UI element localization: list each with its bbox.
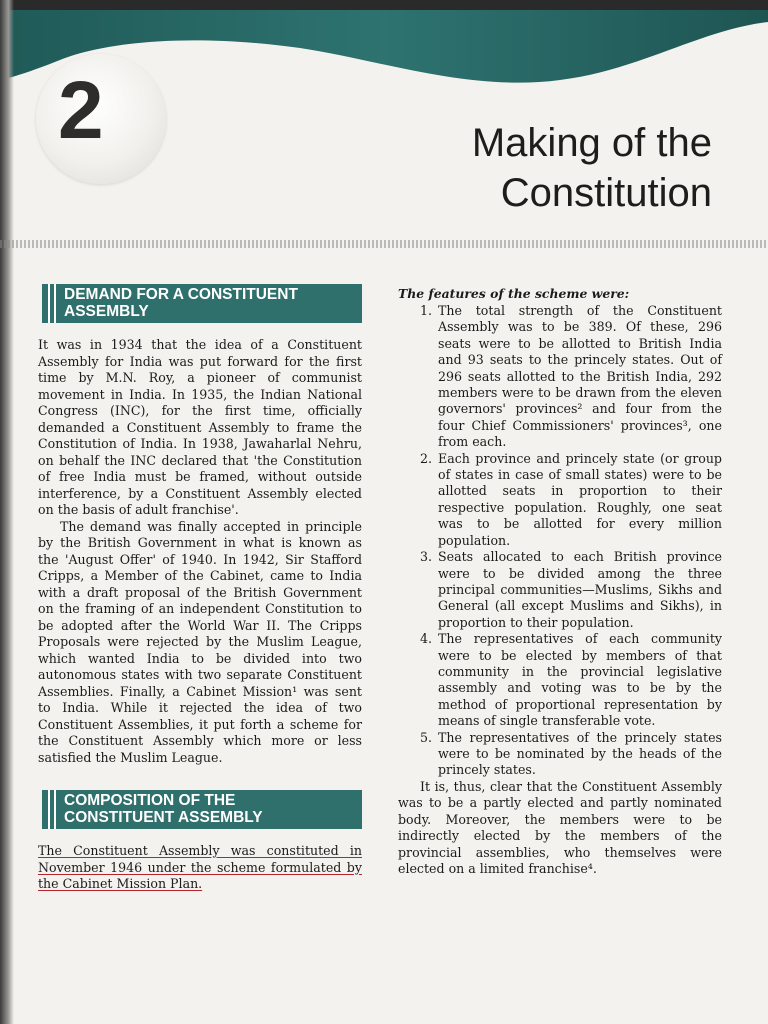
feature-item-5: 5. The representatives of the princely states were to be nominated by the heads of the princely states. <box>436 730 722 779</box>
chapter-title-line1: Making of the <box>471 121 712 165</box>
page-binding-shadow <box>0 0 14 1024</box>
paragraph-demand-1: It was in 1934 that the idea of a Constituent Assembly for India was put forward for the first time by M.N. Roy, a pioneer of communist movement in India. In 1935, the Indian National Congress (INC), for the first time, officially demanded a Constituent Assembly to frame the Constitution of India. In 1938, Jawaharlal Nehru, on behalf the INC declared that 'the Constitution of free India must be framed, without outside interference, by a Constituent Assembly elected on the basis of adult franchise'. <box>38 337 362 517</box>
dotted-divider <box>0 240 768 248</box>
features-label: The features of the scheme were: <box>398 286 630 301</box>
feature-item-1: 1. The total strength of the Constituent Assembly was to be 389. Of these, 296 seats were to be allotted to British India and 93 seats to the princely states. Out of 296 seats allotted to the British India, 292 members were to be drawn from the eleven governors' provinces² and four from the four Chief Commissioners' provinces³, one from each. <box>436 303 722 451</box>
paragraph-demand-2: The demand was finally accepted in principle by the British Government in what is known as the 'August Offer' of 1940. In 1942, Sir Stafford Cripps, a Member of the Cabinet, came to India with a draft proposal of the British Government on the framing of an independent Constitution to be adopted after the World War II. The Cripps Proposals were rejected by the Muslim League, which wanted India to be divided into two autonomous states with two separate Constituent Assemblies. Finally, a Cabinet Mission¹ was sent to India. While it rejected the idea of two Constituent Assemblies, it put forth a scheme for the Constituent Assembly which more or less satisfied the Muslim League. <box>38 518 362 765</box>
chapter-title <box>472 118 712 218</box>
left-column <box>38 284 362 893</box>
feature-item-3: 3. Seats allocated to each British province were to be divided among the three principal communities—Muslims, Sikhs and General (all except Muslims and Sikhs), in proportion to their population. <box>436 549 722 631</box>
feature-item-4: 4. The representatives of each community were to be elected by members of that community in the provincial legislative assembly and voting was to be by the method of proportional representation by means of single transferable vote. <box>436 631 722 729</box>
feature-item-2: 2. Each province and princely state (or group of states in case of small states) were to be allotted seats in proportion to their respective population. Roughly, one seat was to be allotted for every million population. <box>436 451 722 549</box>
section-heading-composition: COMPOSITION OF THE CONSTITUENT ASSEMBLY <box>42 790 362 829</box>
features-list <box>398 303 722 779</box>
right-column <box>398 286 722 878</box>
paragraph-composition-1: The Constituent Assembly was constituted in November 1946 under the scheme formulated by the Cabinet Mission Plan. <box>38 843 362 891</box>
chapter-number: 2 <box>58 65 104 156</box>
closing-paragraph: It is, thus, clear that the Constituent Assembly was to be a partly elected and partly nominated body. Moreover, the members were to be indirectly elected by the members of the provincial assemblies, who themselves were elected on a limited franchise⁴. <box>398 778 722 877</box>
chapter-title-line2: Constitution <box>500 171 712 215</box>
section-heading-demand: DEMAND FOR A CONSTITUENT ASSEMBLY <box>42 284 362 323</box>
